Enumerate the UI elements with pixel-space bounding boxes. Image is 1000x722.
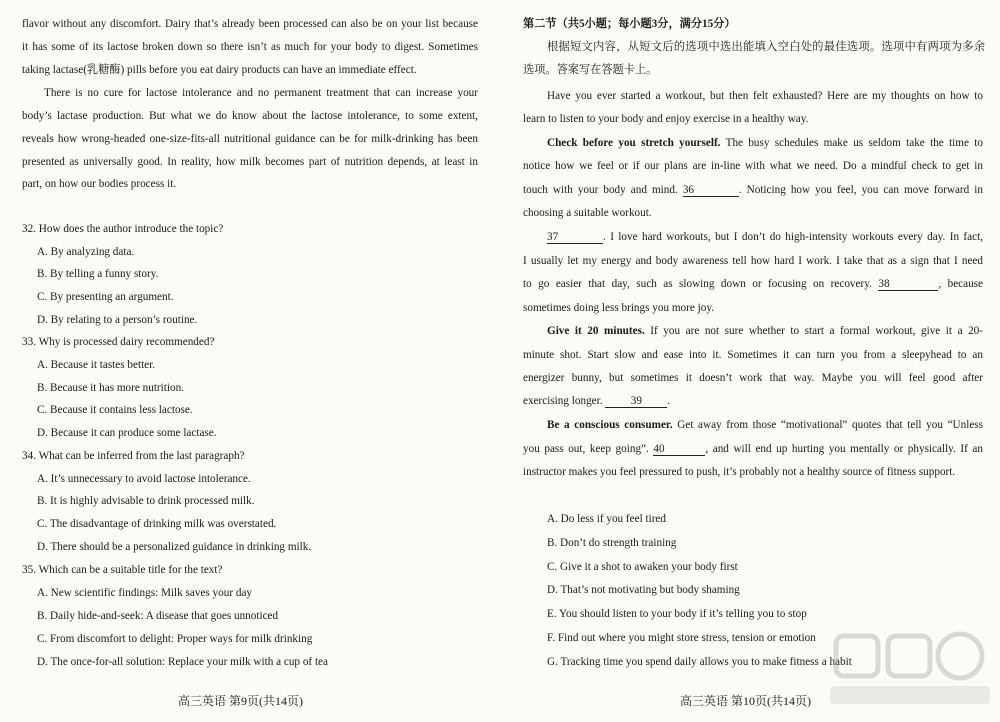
intro-line: learn to listen to your body and enjoy exercise in a healthy way.: [523, 113, 809, 125]
answer-option: A. By analyzing data.: [37, 246, 135, 258]
choice-option: C. Give it a shot to awaken your body first: [547, 561, 738, 573]
paragraph-text: . I love hard workouts, but I don’t do high-intensity workouts every day. In fact,: [603, 231, 983, 243]
paragraph-heading: Check before you stretch yourself.: [547, 137, 721, 149]
passage-line: flavor without any discomfort. Dairy that’s already been processed can also be on your list because: [22, 18, 478, 30]
passage-line: it has some of its lactose broken down so there isn’t as much for your body to digest. Sometimes: [22, 41, 478, 53]
paragraph-line: minute shot. Start slow and ease into it. Sometimes it can turn you from a sleepyhead to an: [523, 349, 983, 361]
paragraph-line: I usually let my energy and body awareness tell how hard I work. I take that as a sign that I need: [523, 255, 983, 267]
question-stem: 34. What can be inferred from the last paragraph?: [22, 450, 245, 462]
paragraph-line: choosing a suitable workout.: [523, 207, 652, 219]
paragraph-text: exercising longer.: [523, 395, 606, 407]
question-stem: 32. How does the author introduce the topic?: [22, 223, 224, 235]
choice-option: F. Find out where you might store stress, tension or emotion: [547, 632, 816, 644]
answer-option: A. Because it tastes better.: [37, 359, 156, 371]
question-stem: 35. Which can be a suitable title for the text?: [22, 564, 223, 576]
choice-option: G. Tracking time you spend daily allows you to make fitness a habit: [547, 656, 852, 668]
blank-37[interactable]: 37: [547, 231, 603, 244]
paragraph-text: , and will end up hurting you mentally or physically. If an: [705, 443, 983, 455]
paragraph-text: The busy schedules make us seldom take the time to: [720, 137, 983, 149]
answer-option: B. It is highly advisable to drink processed milk.: [37, 495, 255, 507]
page-footer-left: 高三英语 第9页(共14页): [178, 694, 303, 708]
paragraph-line: [523, 183, 983, 197]
paragraph-line: [547, 418, 983, 432]
answer-option: D. There should be a personalized guidance in drinking milk.: [37, 541, 312, 553]
passage-line: part, on how our bodies process it.: [22, 178, 177, 190]
passage-line: presented as universally good. In reality, how milk becomes part of nutrition depends, at least in: [22, 156, 478, 168]
paragraph-text: touch with your body and mind.: [523, 184, 683, 196]
paragraph-heading: Give it 20 minutes.: [547, 325, 645, 337]
paragraph-line: [523, 277, 983, 291]
passage-line: taking lactase(乳糖酶) pills before you eat dairy products can have an immediate effect.: [22, 64, 417, 76]
paragraph-heading: Be a conscious consumer.: [547, 419, 673, 431]
answer-option: C. By presenting an argument.: [37, 291, 174, 303]
answer-option: D. Because it can produce some lactase.: [37, 427, 217, 439]
paragraph-text: .: [667, 395, 671, 407]
paragraph-text: If you are not sure whether to start a formal workout, give it a 20-: [644, 325, 983, 337]
passage-line: There is no cure for lactose intolerance and no permanent treatment that can increase your: [44, 87, 478, 99]
choice-option: E. You should listen to your body if it’s telling you to stop: [547, 608, 807, 620]
blank-39[interactable]: 39: [605, 395, 667, 408]
watermark-logo: [830, 630, 990, 710]
answer-option: A. It’s unnecessary to avoid lactose intolerance.: [37, 473, 251, 485]
paragraph-line: [547, 136, 983, 150]
paragraph-line: [547, 324, 983, 338]
watermark-icon: [830, 630, 990, 710]
answer-option: B. Daily hide-and-seek: A disease that goes unnoticed: [37, 610, 279, 622]
paragraph-line: instructor makes you feel pressured to push, it’s probably not a healthy source of fitness support.: [523, 466, 956, 478]
choice-option: D. That’s not motivating but body shaming: [547, 584, 740, 596]
paragraph-line: [523, 394, 670, 408]
blank-40[interactable]: 40: [653, 443, 705, 456]
question-stem: 33. Why is processed dairy recommended?: [22, 336, 215, 348]
paragraph-text: . Noticing how you feel, you can move forward in: [738, 184, 983, 196]
answer-option: C. Because it contains less lactose.: [37, 404, 193, 416]
choice-option: B. Don’t do strength training: [547, 537, 677, 549]
page-footer-right: 高三英语 第10页(共14页): [680, 694, 811, 708]
blank-36[interactable]: 36: [683, 184, 739, 197]
answer-option: A. New scientific findings: Milk saves your day: [37, 587, 253, 599]
paragraph-text: Get away from those “motivational” quotes that tell you “Unless: [672, 419, 983, 431]
paragraph-line: energizer bunny, but sometimes it doesn’t work that way. Maybe you will feel good after: [523, 372, 983, 384]
answer-option: B. By telling a funny story.: [37, 268, 159, 280]
answer-option: B. Because it has more nutrition.: [37, 382, 184, 394]
answer-option: D. By relating to a person’s routine.: [37, 314, 198, 326]
paragraph-line: notice how we feel or if our plans are in-line with what we need. Do a mindful check to get in: [523, 160, 983, 172]
choice-option: A. Do less if you feel tired: [547, 513, 666, 525]
intro-line: Have you ever started a workout, but then felt exhausted? Here are my thoughts on how to: [547, 90, 983, 102]
paragraph-line: [523, 442, 983, 456]
paragraph-text: , because: [938, 278, 984, 290]
answer-option: C. The disadvantage of drinking milk was overstated.: [37, 518, 277, 530]
answer-option: D. The once-for-all solution: Replace your milk with a cup of tea: [37, 656, 328, 668]
section-title: 第二节（共5小题；每小题3分，满分15分）: [523, 18, 736, 30]
blank-38[interactable]: 38: [878, 278, 938, 291]
passage-line: body’s lactase production. But what we do know about the lactose intolerance, to some extent,: [22, 110, 478, 122]
paragraph-text: to go easier that day, such as slowing down or focusing on recovery.: [523, 278, 879, 290]
paragraph-line: sometimes doing less brings you more joy.: [523, 302, 715, 314]
paragraph-line: [547, 230, 983, 244]
answer-option: C. From discomfort to delight: Proper ways for milk drinking: [37, 633, 313, 645]
paragraph-text: you pass out, keep going”.: [523, 443, 654, 455]
instruction-line: 选项。答案写在答题卡上。: [523, 64, 658, 76]
passage-line: reveals how wrong-headed one-size-fits-all nutritional guidance can be for milk-drinking has been: [22, 133, 478, 145]
instruction-line: 根据短文内容，从短文后的选项中选出能填入空白处的最佳选项。选项中有两项为多余: [547, 41, 985, 53]
